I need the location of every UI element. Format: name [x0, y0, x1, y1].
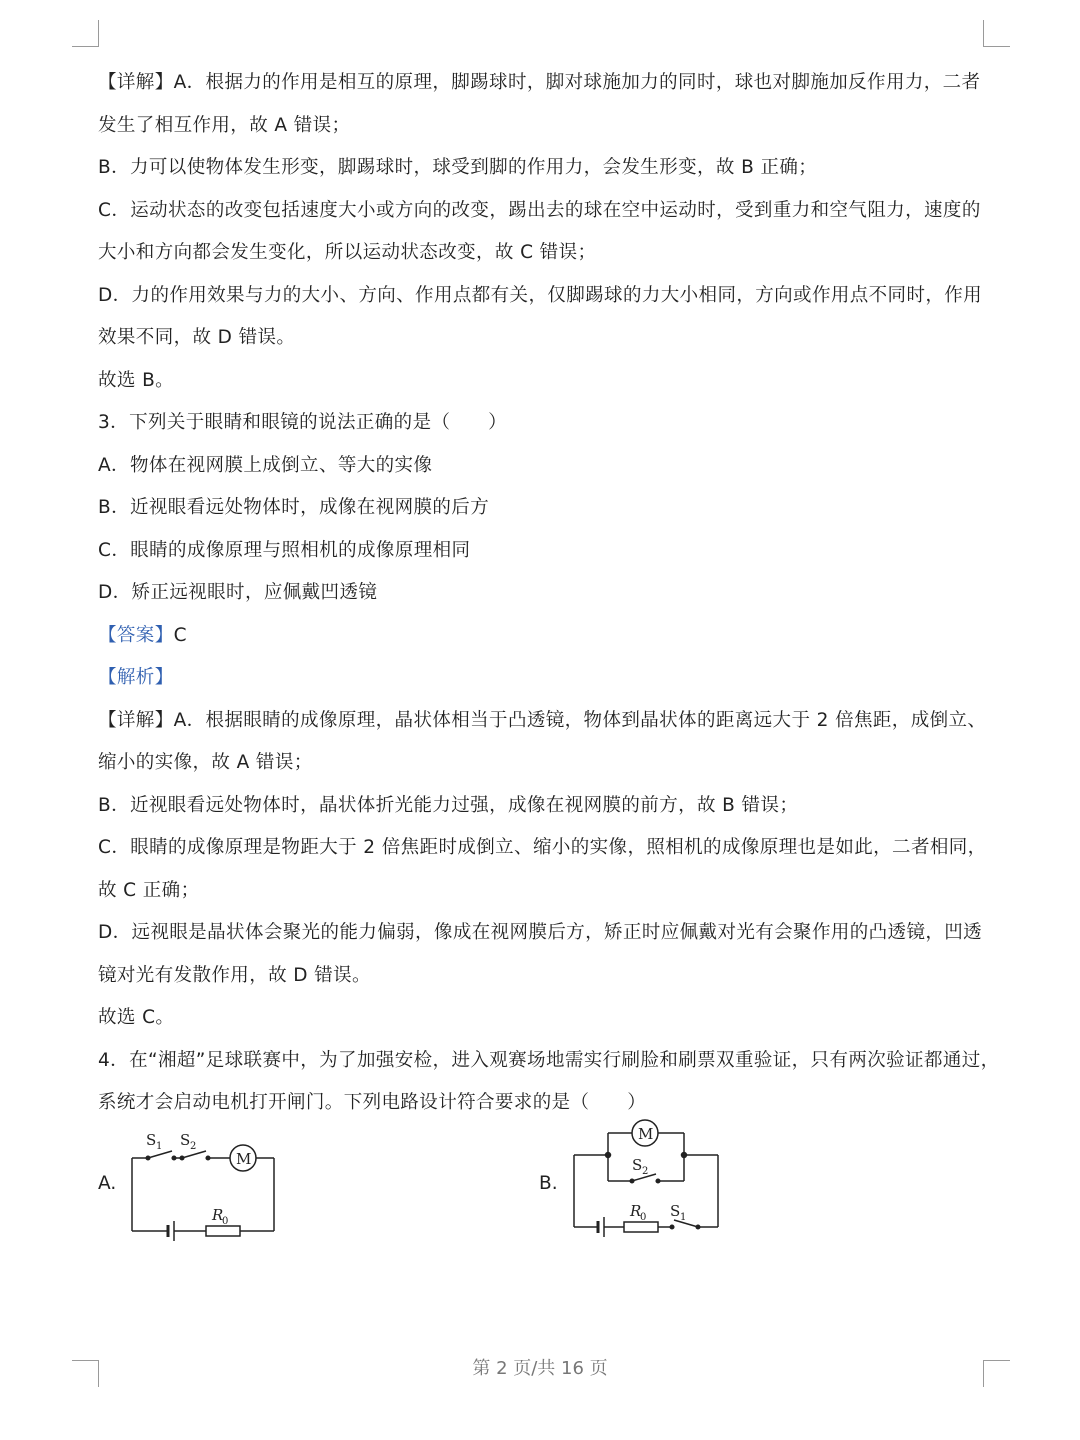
crop-mark-top-left [72, 20, 99, 47]
text-line: D．远视眼是晶状体会聚光的能力偏弱，像成在视网膜后方，矫正时应佩戴对光有会聚作用的凸透镜，凹透 [98, 922, 983, 943]
text-line: 缩小的实像，故 A 错误； [98, 752, 313, 773]
question-3-option-a: A．物体在视网膜上成倒立、等大的实像 [98, 454, 433, 476]
option-a-label: A. [98, 1172, 117, 1194]
s1-sub: 1 [156, 1140, 163, 1152]
text-line: 发生了相互作用，故 A 错误； [98, 114, 351, 136]
circuit-options-row [98, 1124, 988, 1269]
s2-sub: 2 [190, 1140, 197, 1152]
question-3-option-d: D．矫正远视眼时，应佩戴凹透镜 [98, 582, 378, 603]
r0-label: R [212, 1205, 224, 1224]
circuit-diagram-b [570, 1115, 730, 1255]
text-line: 【详解】A．根据眼睛的成像原理，晶状体相当于凸透镜，物体到晶状体的距离远大于 2 倍焦距，成倒立、 [98, 709, 987, 731]
page-number: 第 2 页/共 16 页 [472, 1358, 608, 1379]
option-b-label: B. [539, 1172, 558, 1194]
answer-tag: 【答案】 [98, 624, 174, 646]
text-line: 故选 C。 [98, 1007, 175, 1028]
question-4-stem-cont: 系统才会启动电机打开闸门。下列电路设计符合要求的是（ ） [98, 1092, 647, 1113]
s1-label-b: S [670, 1201, 681, 1220]
analysis-tag: 【解析】 [98, 667, 174, 688]
text-line: B．力可以使物体发生形变，脚踢球时，球受到脚的作用力，会发生形变，故 B 正确； [98, 157, 818, 178]
motor-label: M [236, 1149, 252, 1168]
r0-sub-b: 0 [640, 1211, 647, 1223]
s1-sub-b: 1 [680, 1211, 687, 1223]
text-line: 大小和方向都会发生变化，所以运动状态改变，故 C 错误； [98, 242, 597, 263]
answer-line [98, 615, 988, 658]
s2-label: S [180, 1130, 191, 1149]
circuit-diagram-a [128, 1131, 288, 1241]
s1-label: S [146, 1130, 157, 1149]
question-3-stem: 3．下列关于眼睛和眼镜的说法正确的是（ ） [98, 412, 508, 433]
text-line: C．运动状态的改变包括速度大小或方向的改变，踢出去的球在空中运动时，受到重力和空气阻力，速度的 [98, 199, 981, 221]
s2-sub-b: 2 [642, 1165, 649, 1177]
text-line: 镜对光有发散作用，故 D 错误。 [98, 964, 371, 986]
answer-value: C [173, 624, 187, 646]
question-3-option-c: C．眼睛的成像原理与照相机的成像原理相同 [98, 539, 471, 561]
text-line: 故选 B。 [98, 369, 175, 391]
text-line: C．眼睛的成像原理是物距大于 2 倍焦距时成倒立、缩小的实像，照相机的成像原理也是如此，二者相同， [98, 837, 987, 858]
s2-label-b: S [632, 1155, 643, 1174]
page-content [98, 62, 1000, 1269]
text-line: D．力的作用效果与力的大小、方向、作用点都有关，仅脚踢球的力大小相同，方向或作用点不同时，作用 [98, 284, 983, 306]
question-4-stem: 4．在“湘超”足球联赛中，为了加强安检，进入观赛场地需实行刷脸和刷票双重验证，只有两次验证都通过， [98, 1049, 1000, 1071]
text-line: 【详解】A．根据力的作用是相互的原理，脚踢球时，脚对球施加力的同时，球也对脚施加反作用力，二者 [98, 72, 981, 93]
text-line: 故 C 正确； [98, 879, 200, 901]
text-line: 效果不同，故 D 错误。 [98, 327, 296, 348]
motor-label-b: M [638, 1124, 654, 1143]
r0-label-b: R [630, 1201, 642, 1220]
crop-mark-top-right [983, 20, 1010, 47]
r0-sub: 0 [222, 1215, 229, 1227]
question-3-option-b: B．近视眼看远处物体时，成像在视网膜的后方 [98, 497, 490, 518]
text-line: B．近视眼看远处物体时，晶状体折光能力过强，成像在视网膜的前方，故 B 错误； [98, 794, 799, 816]
